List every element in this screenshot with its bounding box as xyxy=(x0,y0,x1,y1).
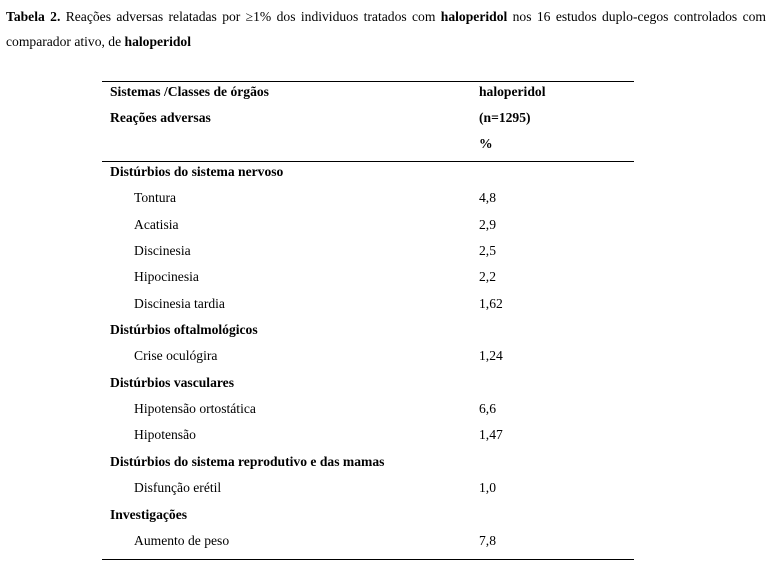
reaction-label: Hipotensão xyxy=(134,427,196,442)
table-row xyxy=(102,238,634,264)
group-row xyxy=(102,502,634,528)
group-name: Distúrbios vasculares xyxy=(110,375,234,390)
reaction-value: 2,5 xyxy=(479,243,496,258)
table-bottom-rule xyxy=(102,559,634,560)
group-name: Distúrbios oftalmológicos xyxy=(110,322,258,337)
table-row xyxy=(102,343,634,369)
caption-text-1: Reações adversas relatadas por ≥1% dos individuos tratados com xyxy=(60,9,441,24)
reaction-label: Aumento de peso xyxy=(134,533,230,548)
header-drug-name: haloperidol xyxy=(479,84,546,99)
reaction-value: 2,2 xyxy=(479,269,496,284)
header-row-2 xyxy=(102,105,634,131)
table-row xyxy=(102,212,634,238)
table-row xyxy=(102,422,634,448)
group-name: Distúrbios do sistema nervoso xyxy=(110,164,284,179)
reaction-value: 1,47 xyxy=(479,427,503,442)
group-row xyxy=(102,317,634,343)
table-caption xyxy=(6,4,766,54)
table-row xyxy=(102,475,634,501)
group-row xyxy=(102,159,634,185)
header-row-3 xyxy=(102,131,634,157)
caption-drug-2: haloperidol xyxy=(124,34,191,49)
reaction-label: Discinesia tardia xyxy=(134,296,225,311)
reaction-label: Tontura xyxy=(134,190,177,205)
reaction-value: 2,9 xyxy=(479,217,496,232)
caption-label: Tabela 2. xyxy=(6,9,61,24)
table-row xyxy=(102,396,634,422)
table-row xyxy=(102,528,634,554)
header-row-1 xyxy=(102,79,634,105)
header-adverse-reactions: Reações adversas xyxy=(110,110,211,125)
reaction-value: 6,6 xyxy=(479,401,496,416)
reaction-value: 1,62 xyxy=(479,296,503,311)
header-percent: % xyxy=(479,136,493,151)
reaction-label: Discinesia xyxy=(134,243,191,258)
reaction-label: Acatisia xyxy=(134,217,179,232)
table-row xyxy=(102,264,634,290)
group-row xyxy=(102,449,634,475)
group-name: Distúrbios do sistema reprodutivo e das mamas xyxy=(110,454,385,469)
table-row xyxy=(102,185,634,211)
reaction-value: 1,0 xyxy=(479,480,496,495)
caption-text-2: nos 16 estudos duplo-cegos controlados com comparador ativo, de xyxy=(6,9,766,49)
reaction-label: Hipocinesia xyxy=(134,269,199,284)
caption-drug-1: haloperidol xyxy=(440,9,508,24)
table-row xyxy=(102,291,634,317)
reaction-value: 1,24 xyxy=(479,348,503,363)
reaction-value: 4,8 xyxy=(479,190,496,205)
reaction-label: Disfunção erétil xyxy=(134,480,222,495)
header-sample-size: (n=1295) xyxy=(479,110,531,125)
header-organ-system: Sistemas /Classes de órgãos xyxy=(110,84,269,99)
group-row xyxy=(102,370,634,396)
reaction-label: Hipotensão ortostática xyxy=(134,401,256,416)
reaction-label: Crise oculógira xyxy=(134,348,218,363)
group-name: Investigações xyxy=(110,507,188,522)
reaction-value: 7,8 xyxy=(479,533,496,548)
